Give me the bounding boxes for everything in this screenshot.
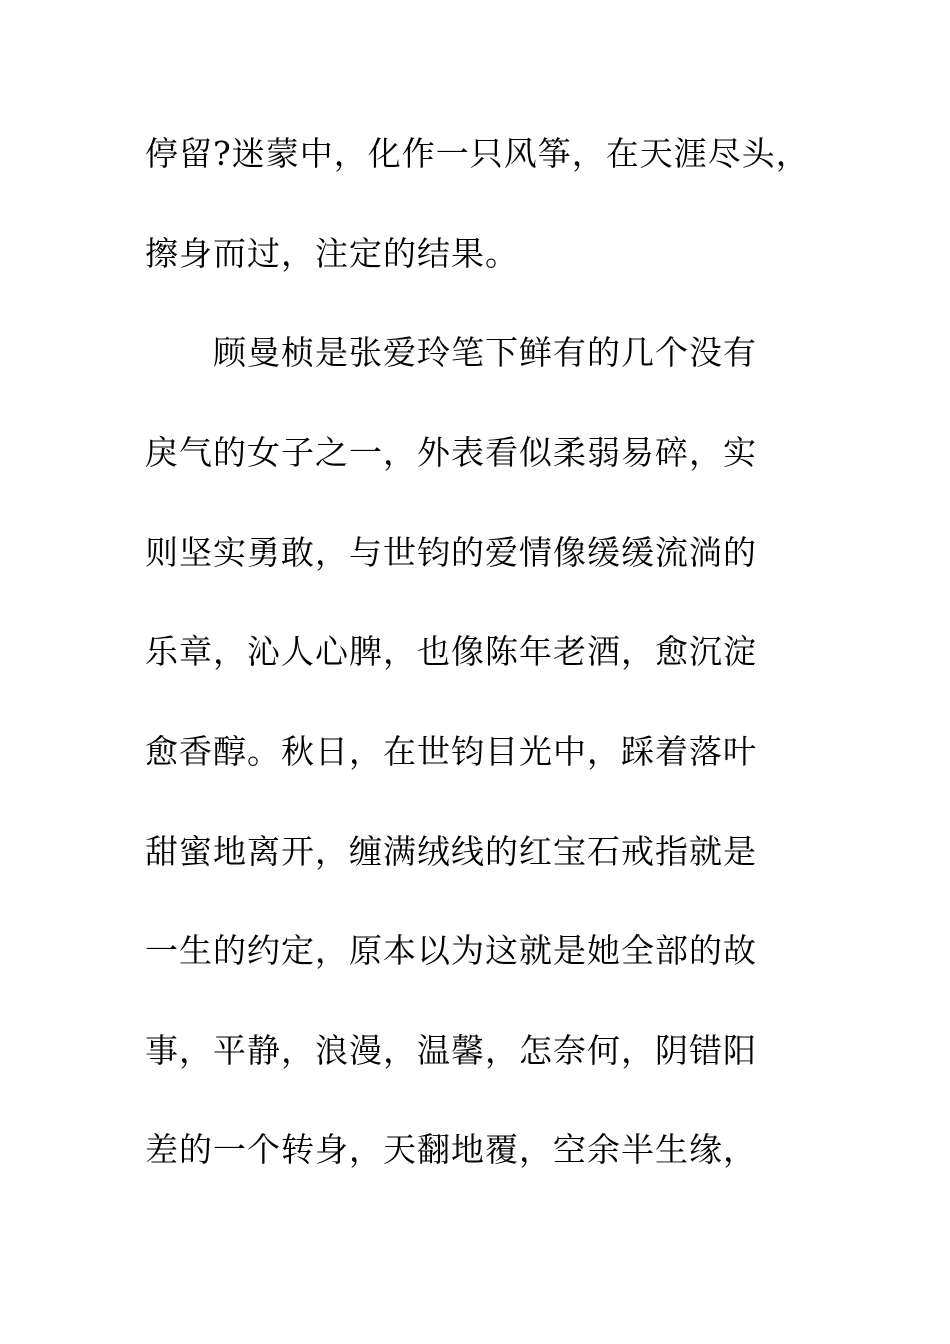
paragraph-start-line: 顾曼桢是张爱玲笔下鲜有的几个没有: [213, 333, 757, 372]
text-line-1: 停留?迷蒙中，化作一只风筝，在天涯尽头，: [145, 134, 810, 173]
text-line-5: 则坚实勇敢，与世钧的爱情像缓缓流淌的: [145, 533, 757, 572]
text-line-10: 事，平静，浪漫，温馨，怎奈何，阴错阳: [145, 1031, 757, 1070]
text-line-11: 差的一个转身，天翻地覆，空余半生缘，: [145, 1130, 757, 1169]
text-line-8: 甜蜜地离开，缠满绒线的红宝石戒指就是: [145, 832, 757, 871]
text-line-2: 擦身而过，注定的结果。: [145, 234, 519, 273]
text-line-9: 一生的约定，原本以为这就是她全部的故: [145, 931, 757, 970]
text-line-6: 乐章，沁人心脾，也像陈年老酒，愈沉淀: [145, 632, 757, 671]
text-line-7: 愈香醇。秋日，在世钧目光中，踩着落叶: [145, 732, 757, 771]
text-line-4: 戾气的女子之一，外表看似柔弱易碎，实: [145, 433, 757, 472]
